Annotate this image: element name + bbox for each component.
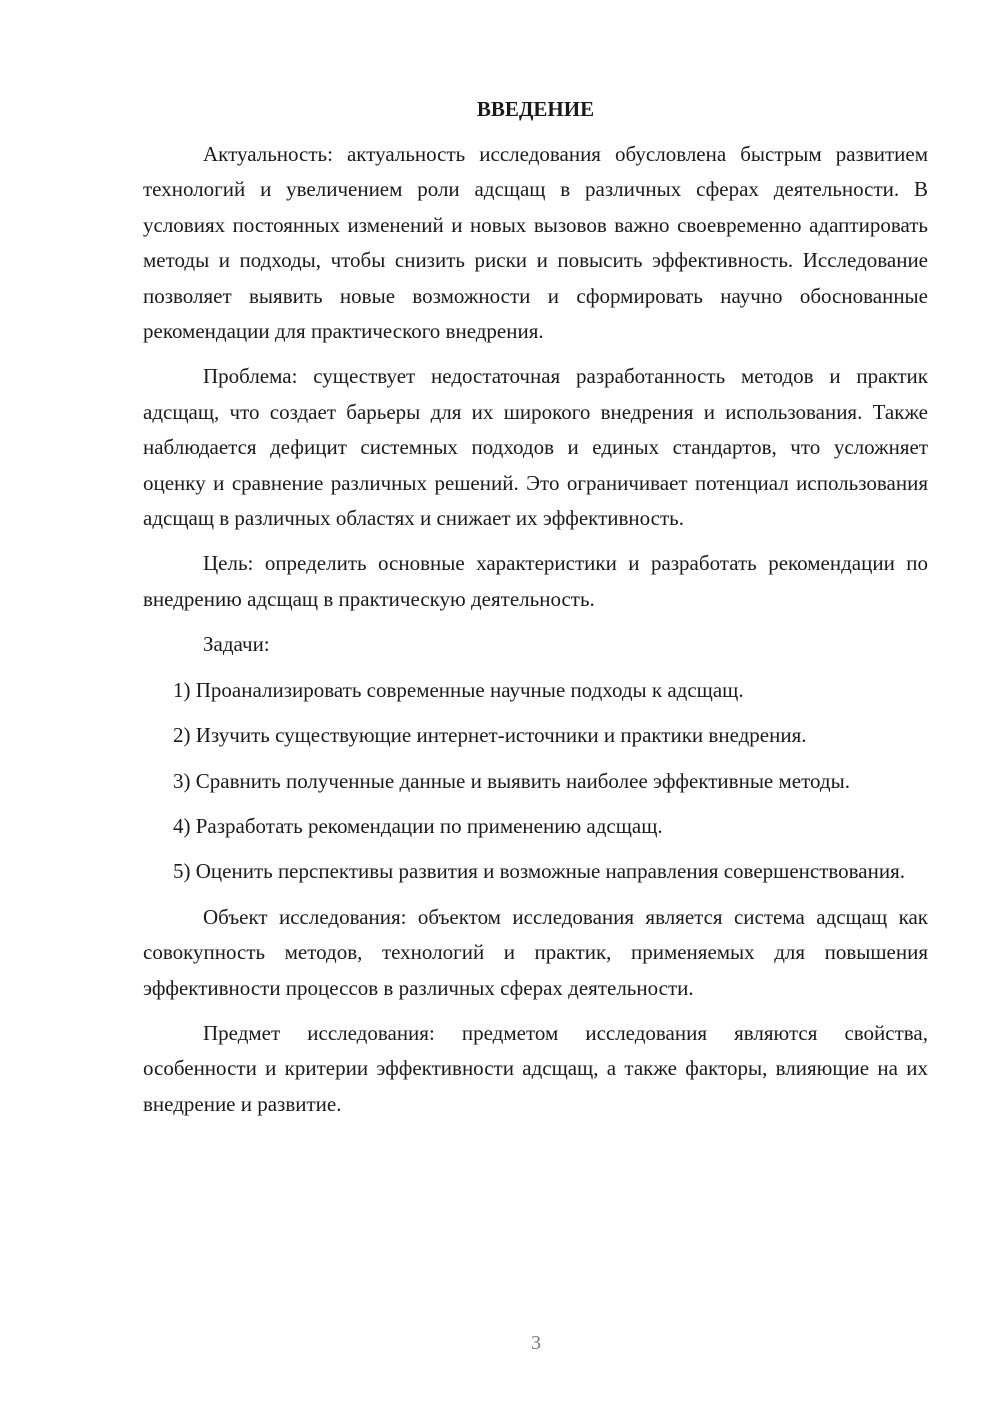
subject-paragraph: Предмет исследования: предметом исследования являются свойства, особенности и критерии эффективности адсщащ, а также факторы, влияющие на их внедрение и развитие. [143,1020,928,1116]
page-number: 3 [531,1332,541,1354]
section-title: ВВЕДЕНИЕ [476,97,595,121]
task-item-2: 2) Изучить существующие интернет-источники и практики внедрения. [173,723,807,748]
relevance-paragraph: Актуальность: актуальность исследования обусловлена быстрым развитием технологий и увеличением роли адсщащ в различных сферах деятельности. В условиях постоянных изменений и новых вызовов важно своевременно адаптировать методы и подходы, чтобы снизить риски и повысить эффективность. Исследование позволяет выявить новые возможности и сформировать научно обоснованные рекомендации для практического внедрения. [143,142,928,344]
task-item-1: 1) Проанализировать современные научные подходы к адсщащ. [173,677,744,702]
document-page [143,92,928,1132]
problem-paragraph: Проблема: существует недостаточная разработанность методов и практик адсщащ, что создает барьеры для их широкого внедрения и использования. Также наблюдается дефицит системных подходов и единых стандартов, что усложняет оценку и сравнение различных решений. Это ограничивает потенциал использования адсщащ в различных областях и снижает их эффективность. [143,364,928,531]
tasks-heading: Задачи: [203,632,270,657]
object-paragraph: Объект исследования: объектом исследования является система адсщащ как совокупность методов, технологий и практик, применяемых для повышения эффективности процессов в различных сферах деятельности. [143,904,928,1000]
task-item-4: 4) Разработать рекомендации по применению адсщащ. [173,813,663,838]
task-item-5: 5) Оценить перспективы развития и возможные направления совершенствования. [173,859,905,884]
goal-paragraph: Цель: определить основные характеристики и разработать рекомендации по внедрению адсщащ в практическую деятельность. [143,551,928,611]
task-item-3: 3) Сравнить полученные данные и выявить наиболее эффективные методы. [173,768,850,793]
